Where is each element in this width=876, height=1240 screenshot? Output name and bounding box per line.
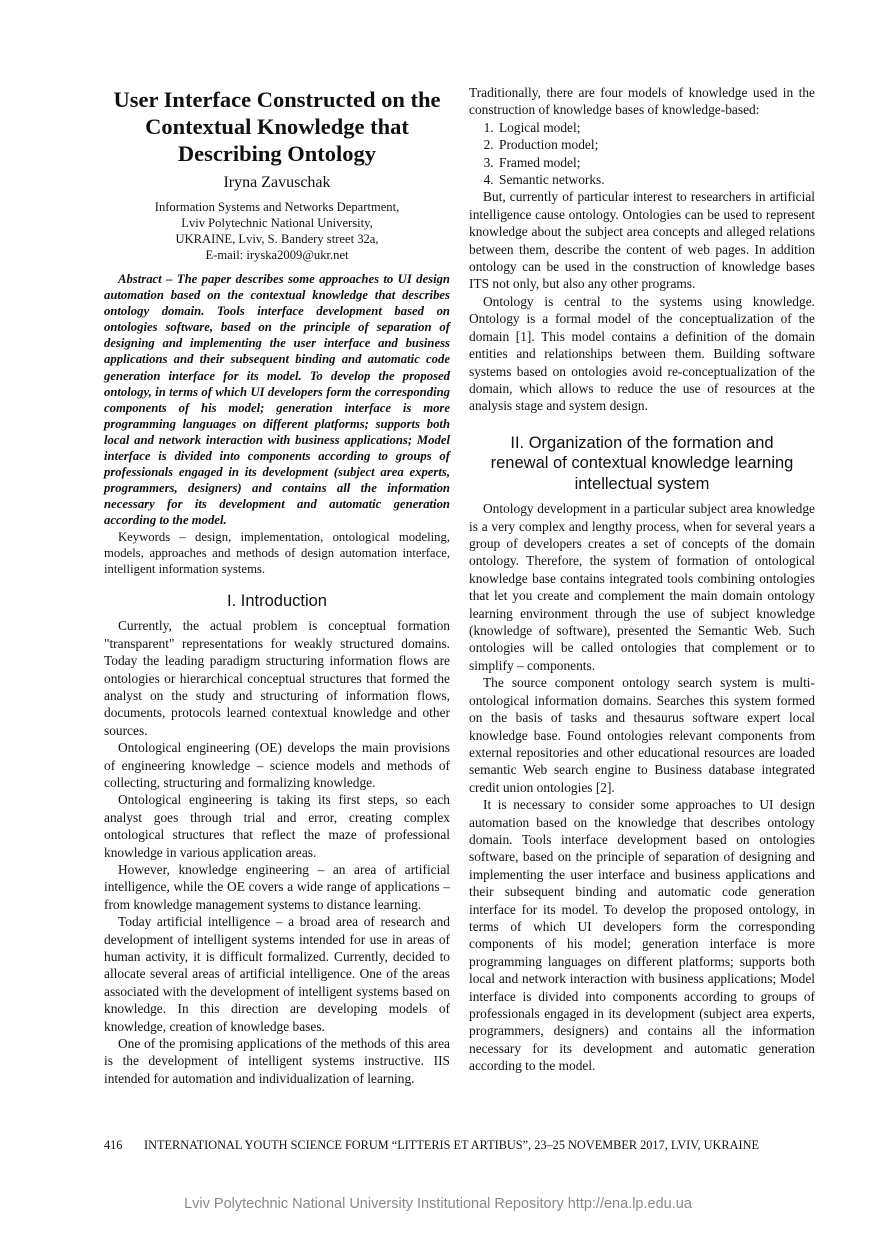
repository-watermark: Lviv Polytechnic National University Institutional Repository http://ena.lp.edu.ua: [184, 1196, 692, 1212]
right-column: [469, 84, 815, 1075]
paragraph: Traditionally, there are four models of knowledge used in the construction of knowledge bases of knowledge-based:: [469, 85, 815, 118]
affiliation-line: Lviv Polytechnic National University,: [181, 216, 373, 230]
paragraph: One of the promising applications of the methods of this area is the development of intelligent systems instructive. IIS intended for automation and individualization of learning.: [104, 1036, 450, 1086]
paragraph: Ontological engineering (OE) develops the main provisions of engineering knowledge – science models and methods of collecting, structuring and formalizing knowledge.: [104, 740, 450, 790]
list-item: 2. Production model;: [497, 136, 815, 153]
paragraph: The source component ontology search system is multi-ontological information domains. Searches this system formed on the basis of tasks and thesaurus software expert local knowledge base. Found ontologies relevant components from external repositories and other educational resources are loaded semantic Web search engine to Business database integrated credit union ontologies [2].: [469, 675, 815, 795]
paragraph: Ontology is central to the systems using knowledge. Ontology is a formal model of the conceptualization of the domain [1]. This model contains a definition of the domain entities and relationships between them. Building software systems based on ontologies avoid re-conceptualization of the domain, which allows to reduce the use of resources at the analysis stage and system design.: [469, 293, 815, 414]
footer-conference: INTERNATIONAL YOUTH SCIENCE FORUM “LITTERIS ET ARTIBUS”, 23–25 NOVEMBER 2017, LVIV, UKRAINE: [144, 1138, 759, 1152]
section-heading-organization: II. Organization of the formation and renewal of contextual knowledge learning intellectual system: [490, 433, 794, 493]
paragraph: Ontology development in a particular subject area knowledge is a very complex and lengthy process, when for several years a group of developers creates a set of concepts of the domain ontology. Therefore, the system of formation of ontological knowledge base contains integrated tools combining ontologies that let you create and complement the main domain ontology learning environment through the use of subject knowledge (knowledge of software), presented the Semantic Web. Such ontologies will be called ontologies that complement or to simplify – components.: [469, 501, 815, 673]
paper-title: User Interface Constructed on the Contextual Knowledge that Describing Ontology: [113, 87, 441, 166]
author-name: Iryna Zavuschak: [223, 174, 331, 191]
list-item: 3. Framed model;: [497, 154, 815, 171]
knowledge-models-list: [469, 119, 815, 189]
affiliation-email: E-mail: iryska2009@ukr.net: [205, 248, 349, 262]
paragraph: Ontological engineering is taking its first steps, so each analyst goes through trial and error, creating complex ontological structures that reflect the maze of professional knowledge in various application areas.: [104, 792, 450, 860]
paragraph: It is necessary to consider some approaches to UI design automation based on the knowledge that describes ontology domain. Tools interface development based on ontologies software, based on the principle of separation of designing and implementing the user interface and business applications and their subsequent binding and automatic code generation interface for its model. To develop the proposed ontology, in terms of which UI developers form the corresponding components of his model; generation interface is more programming languages on different platforms; supports both local and network interaction with business applications; Model interface is divided into components according to groups of professionals engaged in its development (subject area experts, programmers, designers) and contains all the information necessary for its development and automatic generation according to the model.: [469, 797, 815, 1074]
keywords: Keywords – design, implementation, ontological modeling, models, approaches and methods of design automation interface, intelligent information systems.: [104, 529, 450, 576]
affiliation-line: Information Systems and Networks Department,: [154, 200, 400, 214]
page-number: 416: [104, 1138, 123, 1152]
paragraph: However, knowledge engineering – an area of artificial intelligence, while the OE covers a wide range of applications – from knowledge management systems to distance learning.: [104, 861, 450, 912]
paragraph: But, currently of particular interest to researchers in artificial intelligence cause ontology. Ontologies can be used to represent knowledge about the subject area concepts and alleged relations between them, describe the content of web pages. In addition ontology can be used in the construction of knowledge bases ITS not only, but also any other programs.: [469, 189, 815, 292]
page-footer: [104, 1138, 759, 1153]
section-heading-introduction: I. Introduction: [227, 591, 327, 610]
paragraph: Currently, the actual problem is conceptual formation "transparent" representations for weakly structured domains. Today the leading paradigm structuring information flows are ontologies or hierarchical conceptual structures that formed the analyst on the study and structuring of information flows, documents, protocols learned contextual knowledge and other sources.: [104, 618, 450, 738]
left-column: [104, 86, 450, 1087]
list-item: 4. Semantic networks.: [497, 171, 815, 188]
paragraph: Today artificial intelligence – a broad area of research and development of intelligent systems intended for use in areas of human activity, it is difficult formalized. Currently, decided to allocate several areas of artificial intelligence. One of the areas associated with the development of intelligent systems based on knowledge. In this direction are developing models of knowledge, creation of knowledge bases.: [104, 914, 450, 1034]
affiliation-line: UKRAINE, Lviv, S. Bandery street 32a,: [175, 232, 379, 246]
list-item: 1. Logical model;: [497, 119, 815, 136]
abstract: Abstract – The paper describes some approaches to UI design automation based on the contextual knowledge that describes ontology domain. Tools interface development based on ontologies software, based on the principle of separation of designing and implementing the user interface and business applications and their subsequent binding and automatic code generation interface for its model. To develop the proposed ontology, in terms of which UI developers form the corresponding components of his model; generation interface is more programming languages on different platforms; supports both local and network interaction with business applications; Model interface is divided into components according to groups of professionals engaged in its development (subject area experts, programmers, designers) and contains all the information necessary for its development and automatic generation according to the model.: [104, 272, 450, 528]
affiliation: [104, 199, 450, 263]
